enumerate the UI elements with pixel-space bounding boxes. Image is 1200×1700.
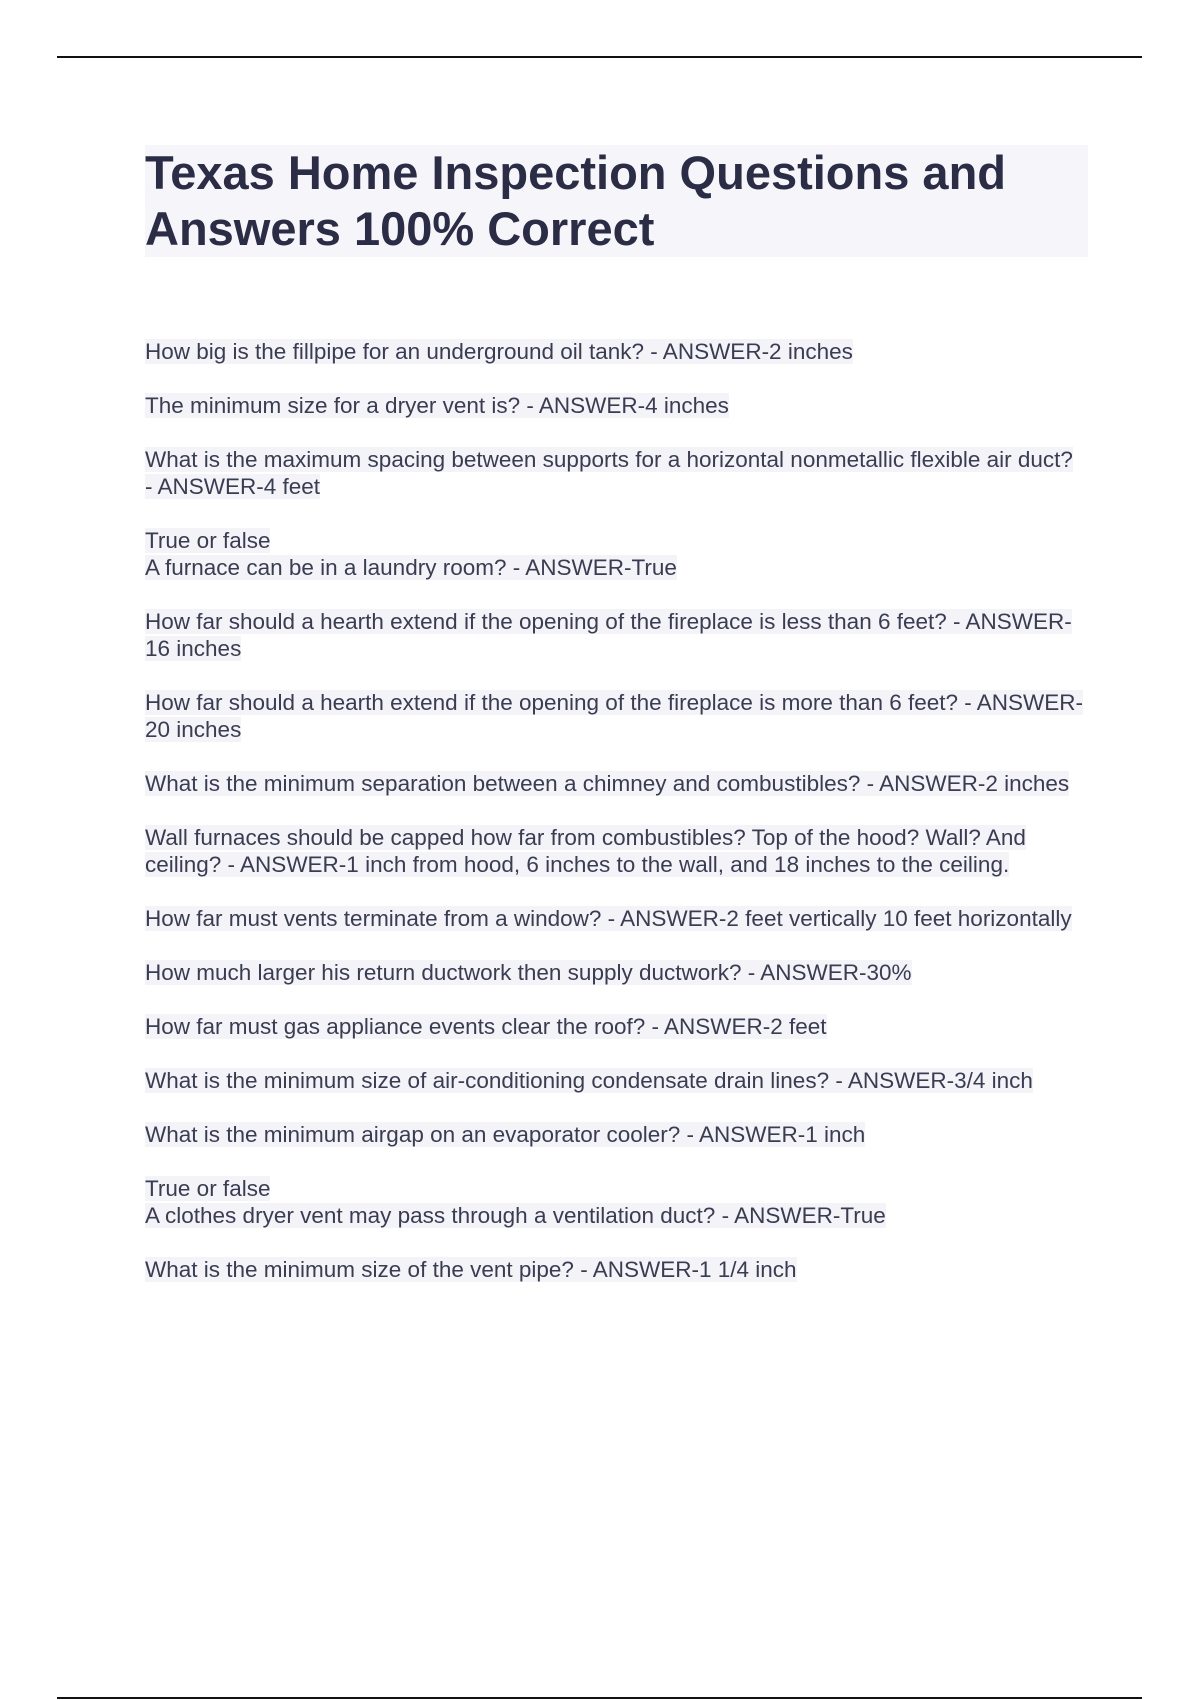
- qa-text: How far must vents terminate from a window? - ANSWER-2 feet vertically 10 feet horizontally: [145, 906, 1072, 931]
- qa-text: True or false: [145, 528, 271, 553]
- qa-line: [145, 770, 1085, 797]
- qa-text: How far should a hearth extend if the opening of the fireplace is more than 6 feet? - ANSWER-20 inches: [145, 690, 1084, 742]
- qa-text: How big is the fillpipe for an underground oil tank? - ANSWER-2 inches: [145, 339, 853, 364]
- bottom-rule: [57, 1697, 1142, 1699]
- qa-item: [145, 446, 1085, 500]
- qa-line: [145, 689, 1085, 743]
- qa-text: What is the maximum spacing between supports for a horizontal nonmetallic flexible air duct? - ANSWER-4 feet: [145, 447, 1073, 499]
- qa-line: [145, 905, 1085, 932]
- qa-line: [145, 392, 1085, 419]
- qa-text: How far must gas appliance events clear the roof? - ANSWER-2 feet: [145, 1014, 827, 1039]
- qa-text: How much larger his return ductwork then supply ductwork? - ANSWER-30%: [145, 960, 912, 985]
- qa-line: [145, 608, 1085, 662]
- qa-item: [145, 1175, 1085, 1229]
- qa-line: [145, 554, 1085, 581]
- qa-item: [145, 1013, 1085, 1040]
- qa-text: What is the minimum size of the vent pipe? - ANSWER-1 1/4 inch: [145, 1257, 797, 1282]
- qa-item: [145, 689, 1085, 743]
- qa-line: [145, 1202, 1085, 1229]
- qa-line: [145, 1013, 1085, 1040]
- qa-item: [145, 824, 1085, 878]
- qa-item: [145, 1256, 1085, 1283]
- qa-line: [145, 959, 1085, 986]
- qa-text: What is the minimum size of air-conditioning condensate drain lines? - ANSWER-3/4 inch: [145, 1068, 1033, 1093]
- qa-item: [145, 1121, 1085, 1148]
- qa-list: [145, 338, 1085, 1310]
- qa-line: [145, 527, 1085, 554]
- qa-item: [145, 608, 1085, 662]
- qa-item: [145, 338, 1085, 365]
- qa-text: True or false: [145, 1176, 271, 1201]
- qa-line: [145, 1121, 1085, 1148]
- qa-line: [145, 1175, 1085, 1202]
- document-title: Texas Home Inspection Questions and Answers 100% Correct: [145, 146, 1006, 255]
- qa-line: [145, 1067, 1085, 1094]
- qa-line: [145, 1256, 1085, 1283]
- qa-line: [145, 338, 1085, 365]
- qa-item: [145, 527, 1085, 581]
- qa-line: [145, 824, 1085, 878]
- qa-item: [145, 770, 1085, 797]
- top-rule: [57, 56, 1142, 58]
- qa-text: What is the minimum airgap on an evaporator cooler? - ANSWER-1 inch: [145, 1122, 866, 1147]
- qa-text: Wall furnaces should be capped how far from combustibles? Top of the hood? Wall? And ceiling? - ANSWER-1 inch from hood, 6 inches to the wall, and 18 inches to the ceiling.: [145, 825, 1026, 877]
- qa-text: A furnace can be in a laundry room? - ANSWER-True: [145, 555, 677, 580]
- qa-item: [145, 959, 1085, 986]
- qa-text: How far should a hearth extend if the opening of the fireplace is less than 6 feet? - ANSWER-16 inches: [145, 609, 1072, 661]
- qa-text: A clothes dryer vent may pass through a ventilation duct? - ANSWER-True: [145, 1203, 886, 1228]
- qa-line: [145, 446, 1085, 500]
- qa-item: [145, 905, 1085, 932]
- qa-text: The minimum size for a dryer vent is? - ANSWER-4 inches: [145, 393, 729, 418]
- qa-item: [145, 392, 1085, 419]
- qa-item: [145, 1067, 1085, 1094]
- qa-text: What is the minimum separation between a chimney and combustibles? - ANSWER-2 inches: [145, 771, 1070, 796]
